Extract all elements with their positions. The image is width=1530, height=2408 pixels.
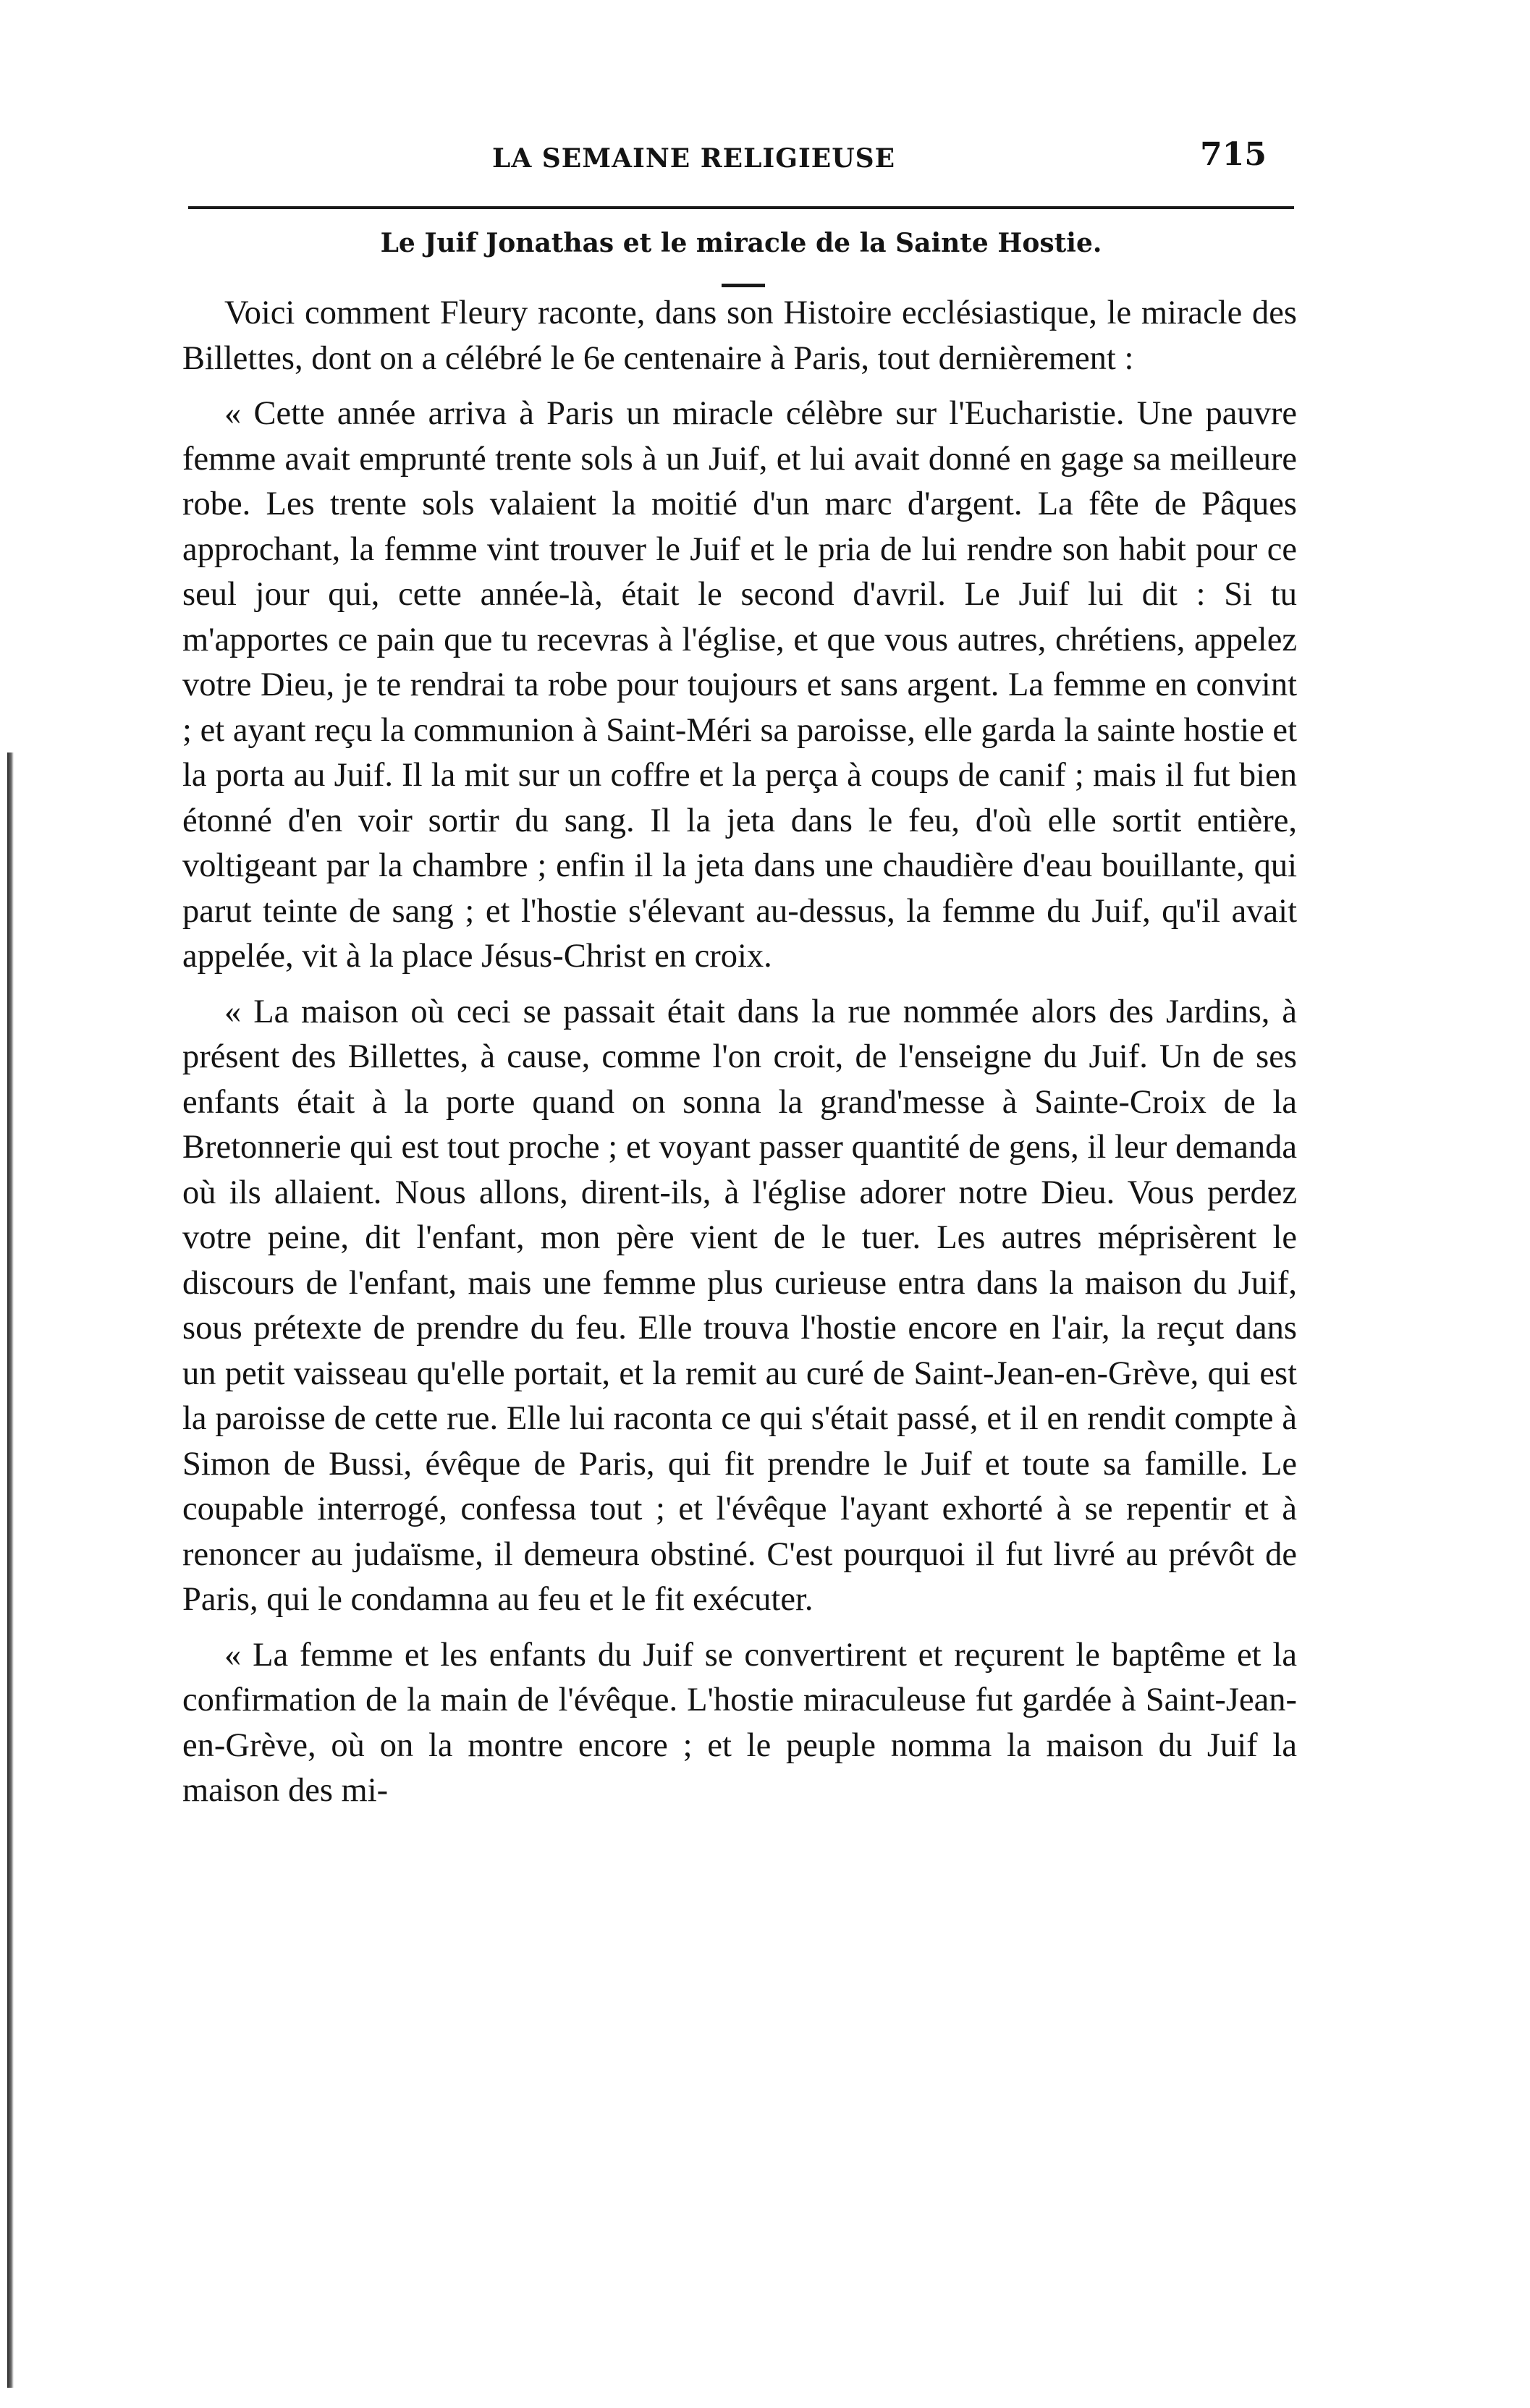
paragraph-4: « La femme et les enfants du Juif se convertirent et reçurent le baptême et la confirmation de la main de l'évêque. L'hostie miraculeuse fut gardée à Saint-Jean-en-Grève, où on la montre encore ; et le peuple nomma la maison du Juif la maison des mi- [182,1636,1297,1809]
paragraph-3: « La maison où ceci se passait était dans la rue nommée alors des Jardins, à présent des Billettes, à cause, comme l'on croit, de l'enseigne du Juif. Un de ses enfants était à la porte quand on sonna la grand'messe à Sainte-Croix de la Bretonnerie qui est tout proche ; et voyant passer quantité de gens, il leur demanda où ils allaient. Nous allons, dirent-ils, à l'église adorer notre Dieu. Vous perdez votre peine, dit l'enfant, mon père vient de le tuer. Les autres méprisèrent le discours de l'enfant, mais une femme plus curieuse entra dans la maison du Juif, sous prétexte de prendre du feu. Elle trouva l'hostie encore en l'air, la reçut dans un petit vaisseau qu'elle portait, et la remit au curé de Saint-Jean-en-Grève, qui est la paroisse de cette rue. Elle lui raconta ce qui s'était passé, et il en rendit compte à Simon de Bussi, évêque de Paris, qui fit prendre le Juif et toute sa famille. Le coupable interrogé, confessa tout ; et l'évêque l'ayant exhorté à se repentir et à renoncer au judaïsme, il demeura obstiné. C'est pourquoi il fut livré au prévôt de Paris, qui le condamna au feu et le fit exécuter. [182,993,1297,1618]
article-body [182,291,1297,1814]
page-header [181,122,1296,179]
header-rule [188,206,1294,209]
paragraph-2: « Cette année arriva à Paris un miracle célèbre sur l'Eucharistie. Une pauvre femme avait emprunté trente sols à un Juif, et lui avait donné en gage sa meilleure robe. Les trente sols valaient la moitié d'un marc d'argent. La fête de Pâques approchant, la femme vint trouver le Juif et le pria de lui rendre son habit pour ce seul jour qui, cette année-là, était le second d'avril. Le Juif lui dit : Si tu m'apportes ce pain que tu recevras à l'église, et que vous autres, chrétiens, appelez votre Dieu, je te rendrai ta robe pour toujours et sans argent. La femme en convint ; et ayant reçu la communion à Saint-Méri sa paroisse, elle garda la sainte hostie et la porta au Juif. Il la mit sur un coffre et la perça à coups de canif ; mais il fut bien étonné d'en voir sortir du sang. Il la jeta dans le feu, d'où elle sortit entière, voltigeant par la chambre ; enfin il la jeta dans une chaudière d'eau bouillante, qui parut teinte de sang ; et l'hostie s'élevant au-dessus, la femme du Juif, qu'il avait appelée, vit à la place Jésus-Christ en croix. [182,395,1297,975]
paragraph-1: Voici comment Fleury raconte, dans son Histoire ecclésiastique, le miracle des Billettes, dont on a célébré le 6e centenaire à Paris, tout dernièrement : [182,294,1297,377]
page-number: 715 [1200,136,1267,173]
article-title: Le Juif Jonathas et le miracle de la Sainte Hostie. [380,228,1102,258]
page-binding-edge [7,752,14,2388]
running-title: LA SEMAINE RELIGIEUSE [492,143,896,174]
title-separator [722,284,765,287]
